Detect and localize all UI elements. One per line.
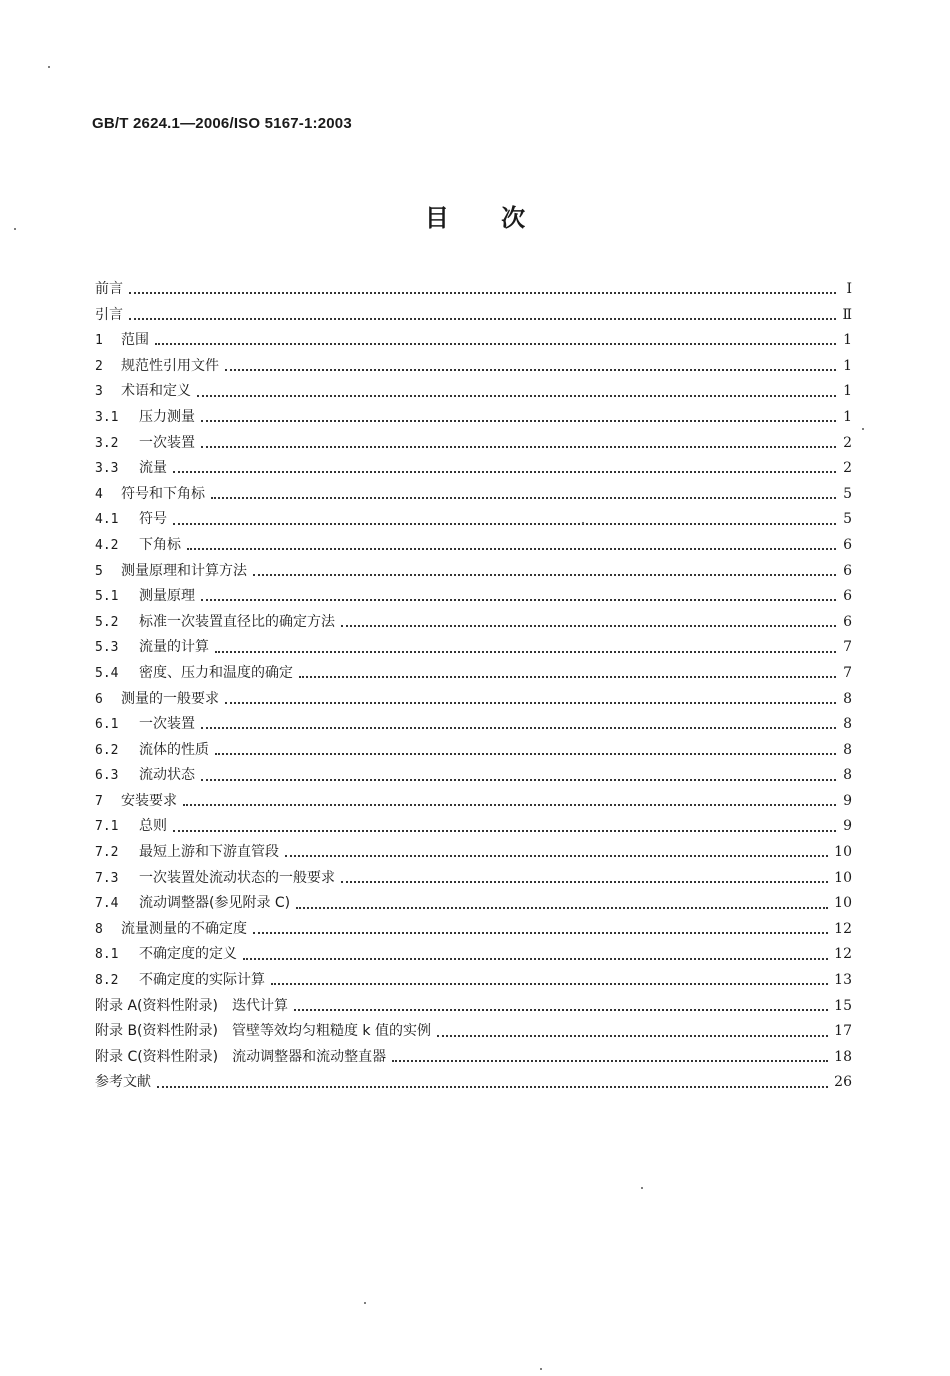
toc-entry-number: 8.2 <box>95 973 119 989</box>
dot-leader <box>437 1034 828 1037</box>
toc-entry-title: 前言 <box>95 281 123 297</box>
toc-entry <box>95 354 852 380</box>
dot-leader <box>294 1008 828 1011</box>
toc-entry-title: 安装要求 <box>121 792 177 809</box>
toc-entry-page: 8 <box>843 716 852 733</box>
dot-leader <box>285 854 828 857</box>
toc-entry-title: 不确定度的实际计算 <box>139 972 265 989</box>
dot-leader <box>201 778 836 781</box>
toc-entry-page: 6 <box>843 536 852 553</box>
dot-leader <box>173 470 836 473</box>
toc-entry-title: 流动状态 <box>139 767 195 784</box>
toc-entry-title: 总则 <box>139 818 167 835</box>
dot-leader <box>253 573 836 576</box>
dot-leader <box>215 650 836 653</box>
toc-entry-title: 符号 <box>139 511 167 528</box>
toc-entry-number: 7.3 <box>95 870 119 886</box>
scan-speck <box>582 522 584 524</box>
toc-entry-number: 5 <box>95 563 103 579</box>
toc-entry <box>95 1045 852 1071</box>
dot-leader <box>173 522 836 525</box>
dot-leader <box>211 496 836 499</box>
toc-entry-page: 10 <box>834 869 852 886</box>
toc-entry-title: 范围 <box>121 332 149 349</box>
dot-leader <box>243 957 828 960</box>
toc-entry <box>95 738 852 764</box>
dot-leader <box>157 1085 828 1088</box>
toc-entry-title: 一次装置 <box>139 434 195 451</box>
toc-entry-title: 术语和定义 <box>121 383 191 400</box>
toc-entry <box>95 994 852 1020</box>
scan-speck <box>641 1187 643 1189</box>
toc-entry-title: 下角标 <box>139 536 181 553</box>
toc-entry <box>95 610 852 636</box>
toc-entry-number: 6.3 <box>95 768 119 784</box>
dot-leader <box>183 803 836 806</box>
toc-entry-page: 5 <box>843 511 852 528</box>
toc-entry <box>95 635 852 661</box>
toc-entry <box>95 866 852 892</box>
toc-entry-title: 测量原理和计算方法 <box>121 562 247 579</box>
toc-entry-page: 18 <box>834 1048 852 1065</box>
toc-entry-page: 1 <box>843 383 852 400</box>
dot-leader <box>253 931 828 934</box>
scan-speck <box>364 1302 366 1304</box>
toc-entry <box>95 1070 852 1096</box>
toc-entry-number: 6 <box>95 691 103 707</box>
toc-entry-page: 7 <box>843 664 852 681</box>
toc-entry-title: 最短上游和下游直管段 <box>139 844 279 861</box>
toc-entry <box>95 379 852 405</box>
toc-entry-page: 1 <box>843 332 852 349</box>
toc-entry-number: 4.1 <box>95 512 119 528</box>
toc-entry-title: 流体的性质 <box>139 741 209 758</box>
scan-speck <box>14 228 16 230</box>
toc-entry-number: 6.1 <box>95 717 119 733</box>
toc-entry-title: 密度、压力和温度的确定 <box>139 664 293 681</box>
toc-entry-title: 一次装置 <box>139 716 195 733</box>
dot-leader <box>197 394 836 397</box>
dot-leader <box>201 726 836 729</box>
toc-entry-page: 2 <box>843 460 852 477</box>
dot-leader <box>129 317 836 320</box>
toc-entry-page: 15 <box>834 997 852 1014</box>
toc-entry-title: 流量的计算 <box>139 639 209 656</box>
toc-entry-number: 7.1 <box>95 819 119 835</box>
toc-entry-number: 1 <box>95 333 103 349</box>
toc-entry-page: 26 <box>834 1074 852 1091</box>
dot-leader <box>155 342 836 345</box>
toc-entry-page: 13 <box>834 972 852 989</box>
toc-entry-title: 压力测量 <box>139 408 195 425</box>
toc-entry-title: 流量测量的不确定度 <box>121 920 247 937</box>
toc-entry-number: 3.3 <box>95 461 119 477</box>
toc-entry-number: 3 <box>95 384 103 400</box>
toc-entry-page: 5 <box>843 485 852 502</box>
toc-entry-page: I <box>846 281 852 297</box>
toc-entry <box>95 840 852 866</box>
toc-entry <box>95 584 852 610</box>
toc-entry <box>95 405 852 431</box>
toc-entry-number: 4 <box>95 486 103 502</box>
toc-entry-number: 8 <box>95 921 103 937</box>
toc-entry-title: 符号和下角标 <box>121 485 205 502</box>
toc-entry-number: 5.3 <box>95 640 119 656</box>
toc-entry-number: 7.4 <box>95 896 119 912</box>
toc-entry-page: 17 <box>834 1023 852 1040</box>
toc-entry <box>95 968 852 994</box>
toc-entry-page: 7 <box>843 639 852 656</box>
toc-entry <box>95 687 852 713</box>
toc-entry-page: 9 <box>843 818 852 835</box>
toc-entry <box>95 661 852 687</box>
toc-entry-number: 3.2 <box>95 435 119 451</box>
toc-entry-page: 1 <box>843 357 852 374</box>
dot-leader <box>173 829 836 832</box>
toc-entry-number: 5.4 <box>95 665 119 681</box>
toc-entry <box>95 559 852 585</box>
toc-entry-page: 8 <box>843 741 852 758</box>
toc-entry-page: 9 <box>843 792 852 809</box>
toc-entry-title: 附录 A(资料性附录) 迭代计算 <box>95 997 288 1014</box>
toc-entry <box>95 533 852 559</box>
toc-entry-page: 10 <box>834 844 852 861</box>
toc-entry-page: 6 <box>843 588 852 605</box>
toc-entry <box>95 814 852 840</box>
dot-leader <box>296 906 828 909</box>
toc-entry-number: 2 <box>95 358 103 374</box>
toc-entry-page: Ⅱ <box>842 306 852 323</box>
toc-entry-number: 3.1 <box>95 409 119 425</box>
toc-entry <box>95 789 852 815</box>
toc-entry-number: 7.2 <box>95 845 119 861</box>
toc-entry-title: 流量 <box>139 460 167 477</box>
scan-speck <box>540 1368 542 1370</box>
scan-speck <box>862 428 864 430</box>
dot-leader <box>201 445 836 448</box>
toc-entry-page: 6 <box>843 562 852 579</box>
dot-leader <box>392 1059 828 1062</box>
toc-list <box>95 277 852 1096</box>
toc-entry <box>95 712 852 738</box>
dot-leader <box>225 701 836 704</box>
toc-entry <box>95 507 852 533</box>
dot-leader <box>341 624 836 627</box>
toc-entry <box>95 763 852 789</box>
toc-entry-number: 5.1 <box>95 589 119 605</box>
toc-entry <box>95 328 852 354</box>
toc-entry-title: 附录 C(资料性附录) 流动调整器和流动整直器 <box>95 1048 387 1065</box>
dot-leader <box>201 419 836 422</box>
toc-entry-title: 标准一次装置直径比的确定方法 <box>139 613 335 630</box>
toc-entry-title: 附录 B(资料性附录) 管壁等效均匀粗糙度 k 值的实例 <box>95 1023 431 1040</box>
toc-entry <box>95 456 852 482</box>
dot-leader <box>271 982 828 985</box>
toc-entry <box>95 277 852 303</box>
toc-entry-page: 12 <box>834 946 852 963</box>
toc-entry <box>95 917 852 943</box>
toc-entry <box>95 1019 852 1045</box>
scan-speck <box>48 66 50 68</box>
dot-leader <box>187 547 836 550</box>
toc-entry-number: 5.2 <box>95 614 119 630</box>
toc-entry-title: 规范性引用文件 <box>121 357 219 374</box>
dot-leader <box>225 368 836 371</box>
toc-entry-title: 流动调整器(参见附录 C) <box>139 895 291 912</box>
toc-entry-title: 一次装置处流动状态的一般要求 <box>139 869 335 886</box>
toc-entry <box>95 942 852 968</box>
toc-entry-number: 7 <box>95 793 103 809</box>
toc-entry <box>95 891 852 917</box>
standard-code: GB/T 2624.1—2006/ISO 5167-1:2003 <box>92 115 352 132</box>
dot-leader <box>341 880 828 883</box>
dot-leader <box>299 675 836 678</box>
toc-entry-page: 8 <box>843 767 852 784</box>
toc-entry-title: 引言 <box>95 306 123 323</box>
toc-entry-page: 1 <box>843 408 852 425</box>
dot-leader <box>215 752 836 755</box>
toc-entry-number: 8.1 <box>95 947 119 963</box>
toc-entry <box>95 303 852 329</box>
toc-entry-title: 测量原理 <box>139 588 195 605</box>
toc-entry-number: 6.2 <box>95 742 119 758</box>
toc-entry-page: 8 <box>843 690 852 707</box>
dot-leader <box>201 598 836 601</box>
toc-entry <box>95 482 852 508</box>
toc-entry-page: 6 <box>843 613 852 630</box>
toc-entry-page: 10 <box>834 895 852 912</box>
toc-title: 目 次 <box>424 204 526 232</box>
toc-entry-title: 参考文献 <box>95 1074 151 1091</box>
toc-entry-page: 12 <box>834 920 852 937</box>
toc-entry-title: 测量的一般要求 <box>121 690 219 707</box>
toc-entry-title: 不确定度的定义 <box>139 946 237 963</box>
toc-entry-number: 4.2 <box>95 537 119 553</box>
dot-leader <box>129 291 836 294</box>
toc-entry-page: 2 <box>843 434 852 451</box>
toc-entry <box>95 431 852 457</box>
